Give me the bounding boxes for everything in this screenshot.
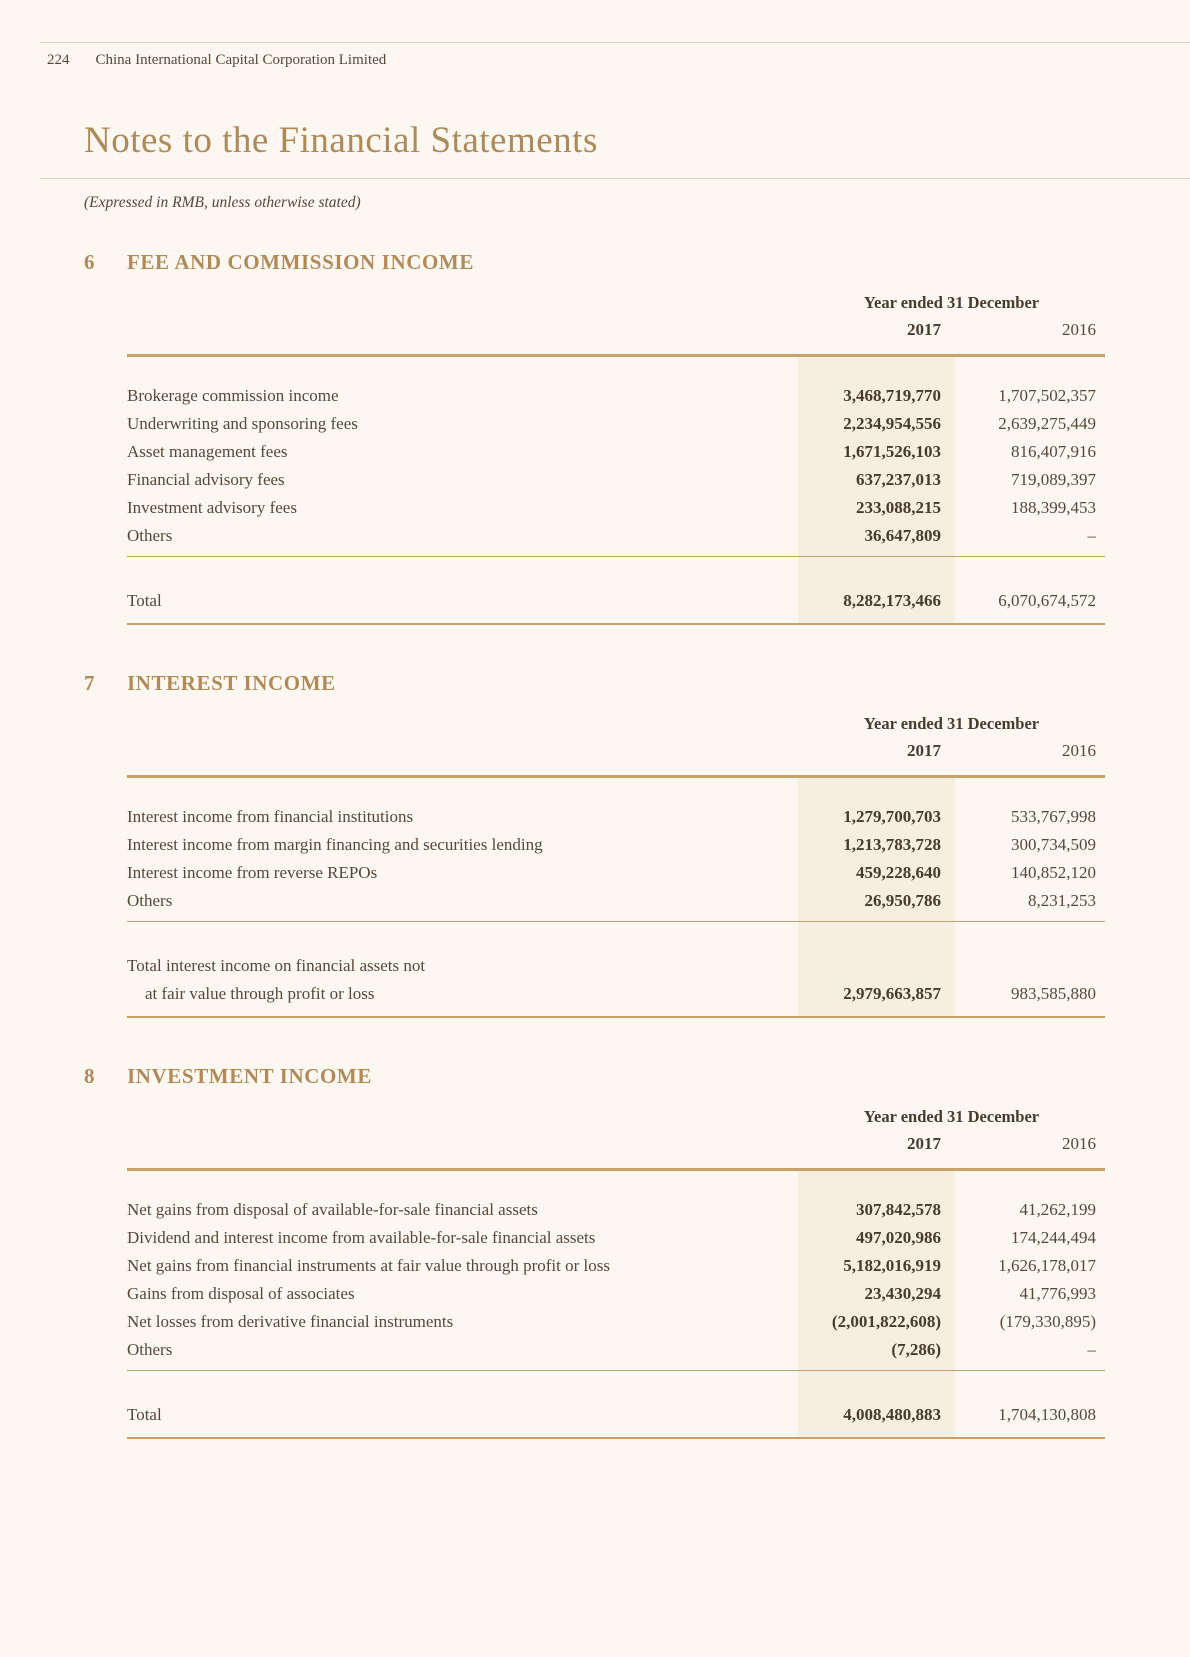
spacer-row	[127, 1370, 1105, 1401]
year-header-row	[127, 737, 1105, 777]
total-row-line1	[127, 952, 1105, 980]
table-row	[127, 887, 1105, 922]
value-2016: 1,707,502,357	[998, 385, 1097, 405]
value-2016: 533,767,998	[1011, 806, 1097, 826]
value-2017: 1,279,700,703	[798, 803, 955, 831]
page-title: Notes to the Financial Statements	[84, 120, 598, 161]
value-2016: 41,776,993	[1019, 1283, 1097, 1303]
running-header	[40, 52, 1150, 69]
investment-income-table	[127, 1103, 1105, 1439]
spacer-row	[127, 1170, 1105, 1196]
table-row	[127, 803, 1105, 831]
row-label: Dividend and interest income from available-for-sale financial assets	[127, 1227, 596, 1247]
top-rule	[40, 42, 1190, 43]
row-label: Others	[127, 887, 798, 922]
table-row	[127, 859, 1105, 887]
section-number: 7	[84, 671, 95, 695]
year-header-row	[127, 316, 1105, 356]
table-row	[127, 410, 1105, 438]
table-row	[127, 1196, 1105, 1224]
table-row	[127, 1308, 1105, 1336]
row-label: Underwriting and sponsoring fees	[127, 413, 358, 433]
value-2016: 8,231,253	[955, 887, 1105, 922]
company-name: China International Capital Corporation Limited	[95, 52, 387, 68]
value-2016: (179,330,895)	[999, 1311, 1097, 1331]
title-rule	[40, 178, 1190, 179]
year-2016-header: 2016	[955, 737, 1105, 777]
value-2017: 5,182,016,919	[798, 1252, 955, 1280]
value-2016: 41,262,199	[1019, 1199, 1097, 1219]
section-title: INVESTMENT INCOME	[127, 1064, 372, 1088]
value-2016: 174,244,494	[1011, 1227, 1097, 1247]
spacer-row	[127, 556, 1105, 587]
value-2016: –	[955, 522, 1105, 557]
section-number: 8	[84, 1064, 95, 1088]
table-row	[127, 1252, 1105, 1280]
row-label: Interest income from reverse REPOs	[127, 862, 378, 882]
currency-note: (Expressed in RMB, unless otherwise stated)	[84, 194, 361, 211]
period-header: Year ended 31 December	[863, 1107, 1040, 1126]
section-6-fee-and-commission-income	[40, 250, 1150, 625]
value-2016: 140,852,120	[1011, 862, 1097, 882]
table-row	[127, 1280, 1105, 1308]
period-header-row	[127, 289, 1105, 316]
total-label-line2: at fair value through profit or loss	[127, 980, 798, 1017]
section-title: INTEREST INCOME	[127, 671, 336, 695]
value-2016: –	[955, 1336, 1105, 1371]
total-value-2017: 2,979,663,857	[798, 980, 955, 1017]
table-row	[127, 522, 1105, 557]
year-header-row	[127, 1130, 1105, 1170]
year-2016-header: 2016	[955, 316, 1105, 356]
row-label: Asset management fees	[127, 441, 288, 461]
section-heading	[84, 671, 1150, 696]
row-label: Net gains from financial instruments at fair value through profit or loss	[127, 1255, 610, 1275]
value-2016: 1,626,178,017	[998, 1255, 1097, 1275]
year-2017-header: 2017	[798, 316, 955, 356]
table-row	[127, 438, 1105, 466]
total-value-2017: 4,008,480,883	[798, 1401, 955, 1438]
period-header: Year ended 31 December	[863, 714, 1040, 733]
row-label: Others	[127, 1336, 798, 1371]
interest-income-table	[127, 710, 1105, 1018]
value-2016: 2,639,275,449	[998, 413, 1097, 433]
value-2016: 188,399,453	[1011, 497, 1097, 517]
value-2016: 719,089,397	[1011, 469, 1097, 489]
value-2017: 3,468,719,770	[798, 382, 955, 410]
total-value-2017: 8,282,173,466	[798, 587, 955, 624]
section-heading	[84, 1064, 1150, 1089]
total-label: Total	[127, 587, 798, 624]
row-label: Net gains from disposal of available-for-sale financial assets	[127, 1199, 538, 1219]
value-2017: 637,237,013	[798, 466, 955, 494]
table-row	[127, 1336, 1105, 1371]
section-title: FEE AND COMMISSION INCOME	[127, 250, 474, 274]
value-2017: (2,001,822,608)	[798, 1308, 955, 1336]
table-row	[127, 494, 1105, 522]
total-label-line1: Total interest income on financial assets not	[127, 956, 426, 975]
document-page	[0, 42, 1190, 1657]
total-row	[127, 980, 1105, 1017]
row-label: Interest income from margin financing and securities lending	[127, 834, 543, 854]
row-label: Investment advisory fees	[127, 497, 297, 517]
value-2017: 36,647,809	[798, 522, 955, 557]
value-2017: 1,671,526,103	[798, 438, 955, 466]
value-2017: 2,234,954,556	[798, 410, 955, 438]
total-value-2016: 6,070,674,572	[955, 587, 1105, 624]
total-value-2016: 1,704,130,808	[955, 1401, 1105, 1438]
spacer-row	[127, 777, 1105, 803]
row-label: Brokerage commission income	[127, 385, 339, 405]
value-2017: 497,020,986	[798, 1224, 955, 1252]
spacer-row	[127, 356, 1105, 382]
section-number: 6	[84, 250, 95, 274]
table-row	[127, 1224, 1105, 1252]
value-2016: 300,734,509	[1011, 834, 1097, 854]
row-label: Gains from disposal of associates	[127, 1283, 355, 1303]
total-row	[127, 587, 1105, 624]
table-row	[127, 382, 1105, 410]
total-value-2016: 983,585,880	[955, 980, 1105, 1017]
value-2017: 26,950,786	[798, 887, 955, 922]
period-header-row	[127, 1103, 1105, 1130]
section-8-investment-income	[40, 1064, 1150, 1439]
spacer-row	[127, 921, 1105, 952]
row-label: Interest income from financial institutions	[127, 806, 414, 826]
page-number: 224	[47, 52, 70, 68]
total-row	[127, 1401, 1105, 1438]
row-label: Financial advisory fees	[127, 469, 285, 489]
value-2017: 307,842,578	[798, 1196, 955, 1224]
period-header-row	[127, 710, 1105, 737]
value-2017: 233,088,215	[798, 494, 955, 522]
fee-and-commission-table	[127, 289, 1105, 625]
row-label: Others	[127, 522, 798, 557]
value-2016: 816,407,916	[1011, 441, 1097, 461]
value-2017: 1,213,783,728	[798, 831, 955, 859]
year-2016-header: 2016	[955, 1130, 1105, 1170]
table-row	[127, 466, 1105, 494]
value-2017: (7,286)	[798, 1336, 955, 1371]
value-2017: 459,228,640	[798, 859, 955, 887]
period-header: Year ended 31 December	[863, 293, 1040, 312]
value-2017: 23,430,294	[798, 1280, 955, 1308]
row-label: Net losses from derivative financial instruments	[127, 1311, 454, 1331]
section-7-interest-income	[40, 671, 1150, 1018]
total-label: Total	[127, 1401, 798, 1438]
section-heading	[84, 250, 1150, 275]
table-row	[127, 831, 1105, 859]
year-2017-header: 2017	[798, 1130, 955, 1170]
year-2017-header: 2017	[798, 737, 955, 777]
